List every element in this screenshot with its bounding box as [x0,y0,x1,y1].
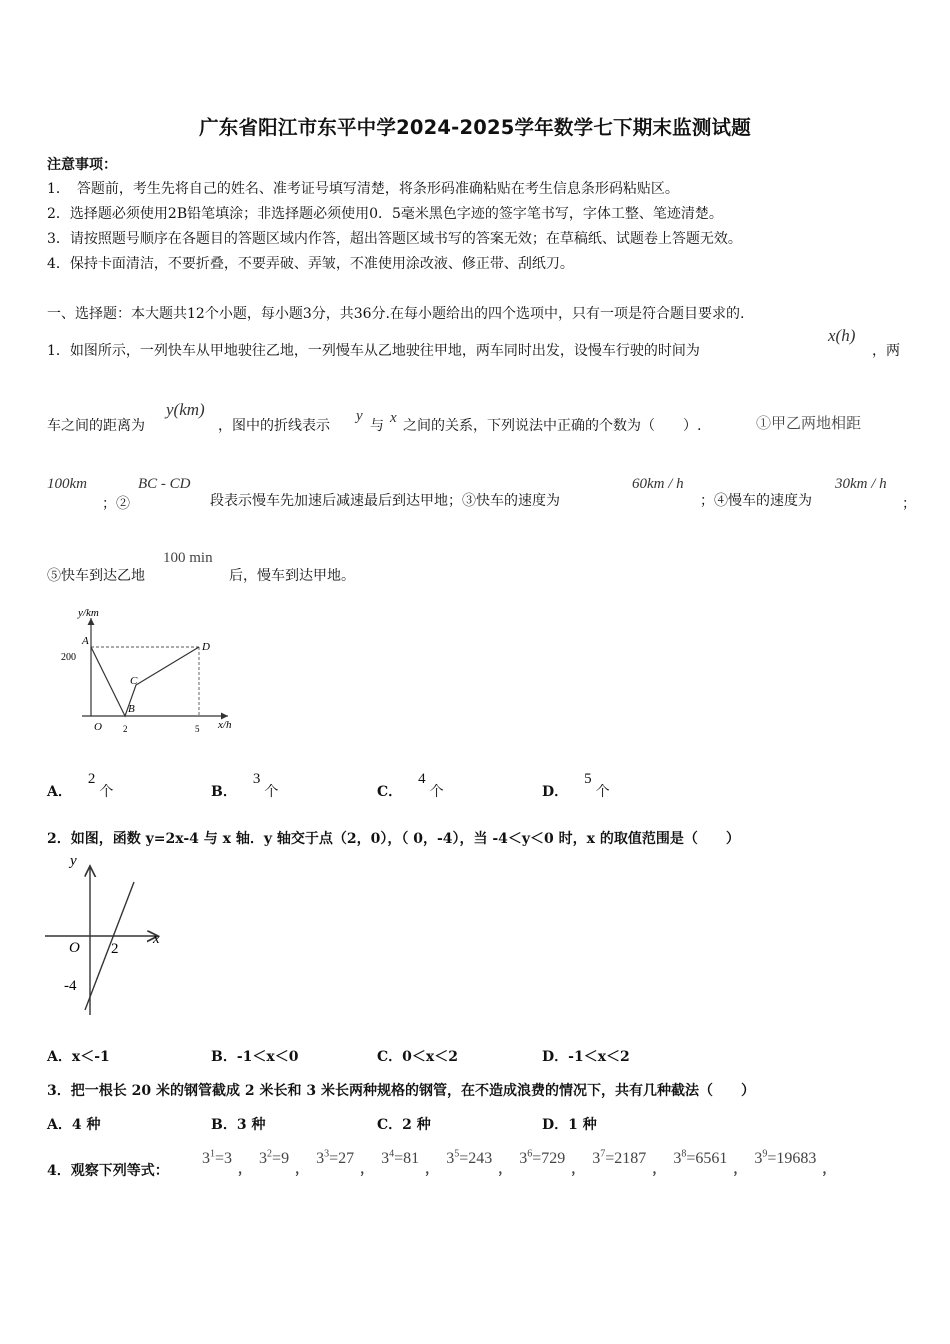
q4-separator: ， [498,1162,512,1177]
q4-equation: $3^8=6561$ [673,1148,728,1167]
q4-equation: $3^5=243$ [446,1148,493,1167]
notice-heading: 注意事项： [47,157,117,173]
q1-bccd: BC - CD [138,476,191,492]
notice-item: 1． 答题前，考生先将自己的姓名、准考证号填写清楚，将条形码准确粘贴在考生信息条形码粘贴区。 [47,181,679,197]
x-label: x [153,931,160,947]
q3-text: 3．把一根长 20 米的钢管截成 2 米长和 3 米长两种规格的钢管，在不造成浪费的情况下，共有几种截法（ ） [47,1083,755,1099]
q1-option-d[interactable]: D．5个 [542,771,610,800]
q3-option-b[interactable]: B．3 种 [211,1117,266,1133]
q4-separator: ， [571,1162,585,1177]
q1-60kmh: 60km / h [632,476,684,492]
q1-option-c[interactable]: C．4个 [377,771,444,800]
q1-var-x: x(h) [828,326,856,345]
q1-text: ；④慢车的速度为 [700,493,812,509]
q4-equations [202,1148,843,1177]
q2-text: 2．如图，函数 y=2x-4 与 x 轴．y 轴交于点（2，0），（ 0，-4），当 -4＜y＜0 时，x 的取值范围是（ ） [47,831,740,847]
q2-option-c[interactable]: C．0＜x＜2 [377,1049,458,1065]
q1-text: ⑤快车到达乙地 [47,568,145,584]
q4-equation: $3^6=729$ [519,1148,566,1167]
y-label: y [70,853,77,869]
q2-option-b[interactable]: B．-1＜x＜0 [211,1049,299,1065]
q4-separator: ， [652,1162,666,1177]
q4-separator: ， [425,1162,439,1177]
q1-100min: 100 min [163,550,213,566]
q1-text: 后，慢车到达甲地。 [229,568,355,584]
q2-option-a[interactable]: A．x＜-1 [47,1049,110,1065]
q4-separator: ， [822,1162,836,1177]
q4-separator: ， [360,1162,374,1177]
q1-line1 [47,340,700,360]
notice-item: 3．请按照题号顺序在各题目的答题区域内作答，超出答题区域书写的答案无效；在草稿纸、试题卷上答题无效。 [47,231,742,247]
point-d: D [202,641,210,653]
q1-var-y: y(km) [166,400,205,419]
q4-equation: $3^2=9$ [259,1148,290,1167]
tick-200: 200 [61,652,76,663]
q1-text: 段表示慢车先加速后减速最后到达甲地；③快车的速度为 [210,493,560,509]
q1-text: 之间的关系，下列说法中正确的个数为（ ）. [403,418,702,434]
q3-option-d[interactable]: D．1 种 [542,1117,597,1133]
origin: O [69,940,80,956]
point-b: B [128,703,135,715]
x-axis-label: x/h [218,719,232,731]
q4-equation: $3^4=81$ [381,1148,420,1167]
q3-option-a[interactable]: A．4 种 [47,1117,101,1133]
tick-5: 5 [195,724,200,734]
q4-label: 4．观察下列等式： [47,1163,169,1179]
q1-statement-1: ①甲乙两地相距 [756,416,862,432]
q1-100km: 100km [47,476,87,492]
q1-x: x [390,410,397,426]
q1-30kmh: 30km / h [835,476,887,492]
q1-semicolon: ； [902,496,916,512]
x-intercept-label: 2 [111,941,119,957]
q1-option-b[interactable]: B．3个 [211,771,279,800]
q1-line1-end: ，两 [872,343,900,359]
y-axis-label: y/km [78,607,99,619]
q1-text: 1．如图所示，一列快车从甲地驶往乙地，一列慢车从乙地驶往甲地，两车同时出发，设慢车行驶的时间为 [47,343,700,359]
section-heading: 一、选择题：本大题共12个小题，每小题3分，共36分.在每小题给出的四个选项中，只有一项是符合题目要求的. [47,306,745,322]
q1-distance-graph [60,604,250,739]
q1-text: ；② [102,496,130,512]
page-title: 广东省阳江市东平中学2024-2025学年数学七下期末监测试题 [199,116,751,139]
notice-item: 4．保持卡面清洁，不要折叠，不要弄破、弄皱，不准使用涂改液、修正带、刮纸刀。 [47,256,574,272]
q2-line-graph [40,850,170,1020]
q4-separator: ， [733,1162,747,1177]
notice-item: 2．选择题必须使用2B铅笔填涂；非选择题必须使用0．5毫米黑色字迹的签字笔书写，字体工整、笔迹清楚。 [47,206,723,222]
y-intercept-label: -4 [64,978,77,994]
q1-option-a[interactable]: A．2个 [47,771,114,800]
q4-equation: $3^9=19683$ [754,1148,817,1167]
tick-2: 2 [123,724,128,734]
q2-option-d[interactable]: D．-1＜x＜2 [542,1049,630,1065]
q4-equation: $3^1=3$ [202,1148,233,1167]
q4-equation: $3^7=2187$ [592,1148,647,1167]
q4-separator: ， [238,1162,252,1177]
line-y-2x-4 [85,882,134,1010]
point-c: C [130,675,138,687]
q1-y: y [356,408,363,424]
origin: O [94,721,102,733]
q1-text: 车之间的距离为 [47,418,145,434]
point-a: A [82,635,89,647]
q4-equation: $3^3=27$ [316,1148,355,1167]
distance-polyline [91,647,199,716]
q4-separator: ， [295,1162,309,1177]
q1-text: ，图中的折线表示 [218,418,330,434]
q1-text: 与 [370,418,384,434]
q3-option-c[interactable]: C．2 种 [377,1117,431,1133]
